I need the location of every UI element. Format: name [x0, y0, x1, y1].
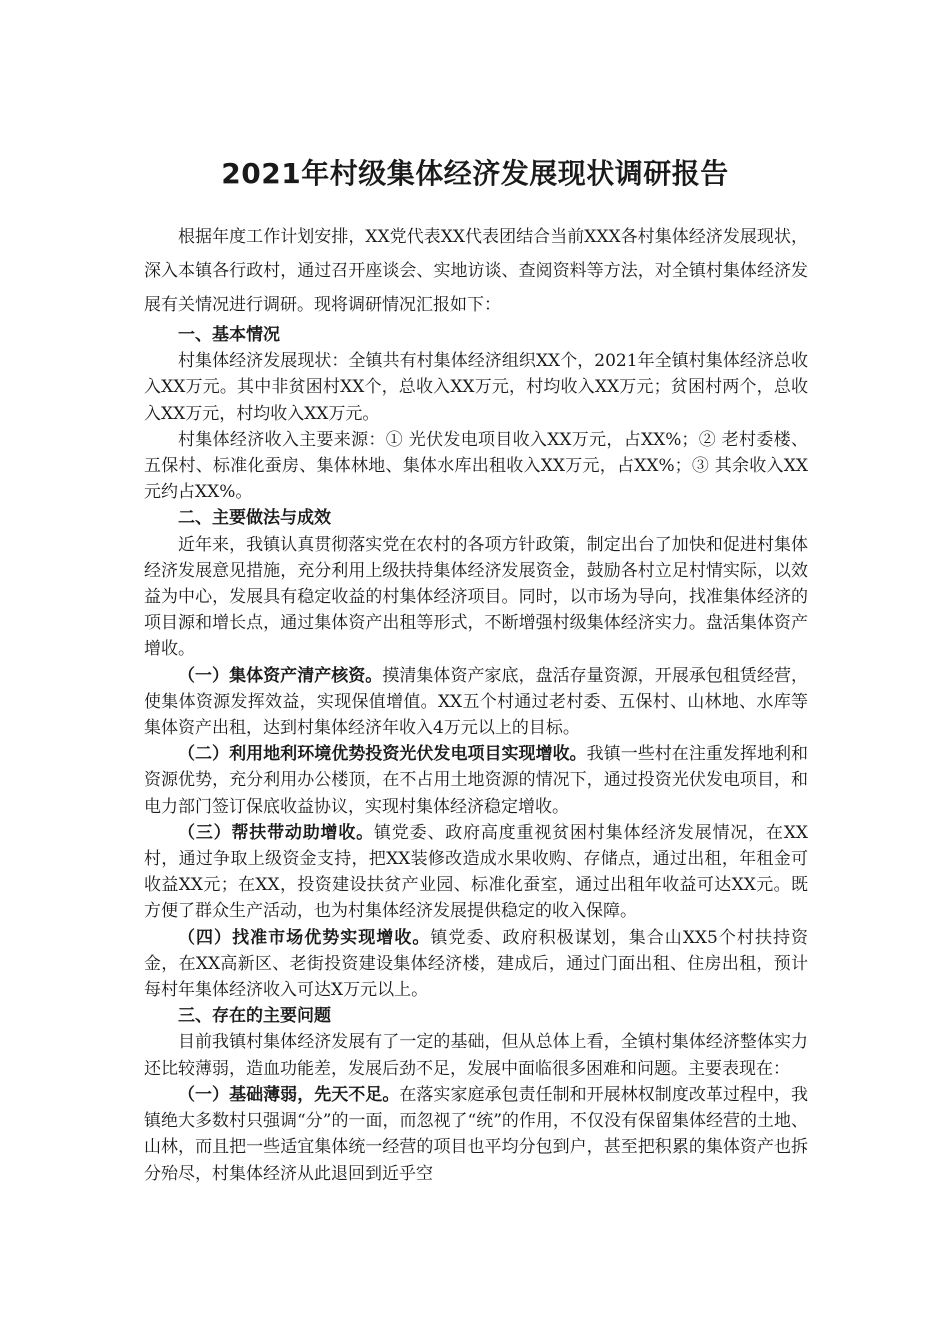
intro-paragraph: 根据年度工作计划安排，XX党代表XX代表团结合当前XXX各村集体经济发展现状，深入本镇各行政村，通过召开座谈会、实地访谈、查阅资料等方法，对全镇村集体经济发展有关情况进行调研。现将调研情况汇报如下：: [144, 227, 808, 315]
subsection-paragraph: [144, 741, 808, 820]
subsection-title: （四）找准市场优势实现增收。: [178, 927, 431, 948]
subsection-text: 镇党委、政府积极谋划，集合山XX5个村扶持资金，在XX高新区、老街投资建设集体经济楼，建成后，通过门面出租、住房出租，预计每村年集体经济收入可达X万元以上。: [144, 927, 808, 1001]
subsection-title: （一）基础薄弱，先天不足。: [178, 1084, 400, 1105]
section-heading-1: 一、基本情况: [178, 325, 280, 345]
subsection-title: （二）利用地利环境优势投资光伏发电项目实现增收。: [178, 744, 587, 765]
subsection-paragraph: [144, 820, 808, 925]
subsection-text: 在落实家庭承包责任制和开展林权制度改革过程中，我镇绝大多数村只强调“分”的一面，而忽视了“统”的作用，不仅没有保留集体经营的土地、山林，而且把一些适宜集体统一经营的项目也平均分包到户，甚至把积累的集体资产也拆分殆尽，村集体经济从此退回到近乎空: [144, 1084, 809, 1184]
section-heading-2: 二、主要做法与成效: [178, 508, 331, 529]
subsection-title: （三）帮扶带动助增收。: [178, 822, 374, 843]
paragraph: 近年来，我镇认真贯彻落实党在农村的各项方针政策，制定出台了加快和促进村集体经济发展意见措施，充分利用上级扶持集体经济发展资金，鼓励各村立足村情实际，以效益为中心，发展具有稳定收益的村集体经济项目。同时，以市场为导向，找准集体经济的项目源和增长点，通过集体资产出租等形式，不断增强村级集体经济实力。盘活集体资产增收。: [144, 534, 808, 660]
paragraph: 村集体经济发展现状：全镇共有村集体经济组织XX个，2021年全镇村集体经济总收入XX万元。其中非贫困村XX个，总收入XX万元，村均收入XX万元；贫困村两个，总收入XX万元，村均收入XX万元。: [144, 351, 808, 424]
subsection-paragraph: [144, 1082, 808, 1187]
paragraph: 村集体经济收入主要来源：① 光伏发电项目收入XX万元，占XX%；② 老村委楼、五保村、标准化蚕房、集体林地、集体水库出租收入XX万元，占XX%；③ 其余收入XX元约占XX%。: [144, 429, 808, 503]
document-title: 2021年村级集体经济发展现状调研报告: [221, 157, 729, 190]
subsection-text: 镇党委、政府高度重视贫困村集体经济发展情况，在XX村，通过争取上级资金支持，把XX装修改造成水果收购、存储点，通过出租，年租金可收益XX元；在XX，投资建设扶贫产业园、标准化蚕室，通过出租年收益可达XX元。既方便了群众生产活动，也为村集体经济发展提供稳定的收入保障。: [144, 822, 808, 922]
subsection-paragraph: [144, 925, 808, 1004]
subsection-text: 我镇一些村在注重发挥地利和资源优势，充分利用办公楼顶，在不占用土地资源的情况下，通过投资光伏发电项目，和电力部门签订保底收益协议，实现村集体经济稳定增收。: [144, 744, 809, 817]
paragraph: 目前我镇村集体经济发展有了一定的基础，但从总体上看，全镇村集体经济整体实力还比较薄弱，造血功能差，发展后劲不足，发展中面临很多困难和问题。主要表现在：: [144, 1032, 808, 1079]
document-body: [144, 220, 808, 1187]
subsection-paragraph: [144, 663, 808, 742]
section-heading-3: 三、存在的主要问题: [178, 1006, 331, 1027]
subsection-title: （一）集体资产清产核资。: [178, 665, 383, 686]
subsection-text: 摸清集体资产家底，盘活存量资源，开展承包租赁经营，使集体资源发挥效益，实现保值增值。XX五个村通过老村委、五保村、山林地、水库等集体资产出租，达到村集体经济年收入4万元以上的目标。: [144, 665, 809, 739]
